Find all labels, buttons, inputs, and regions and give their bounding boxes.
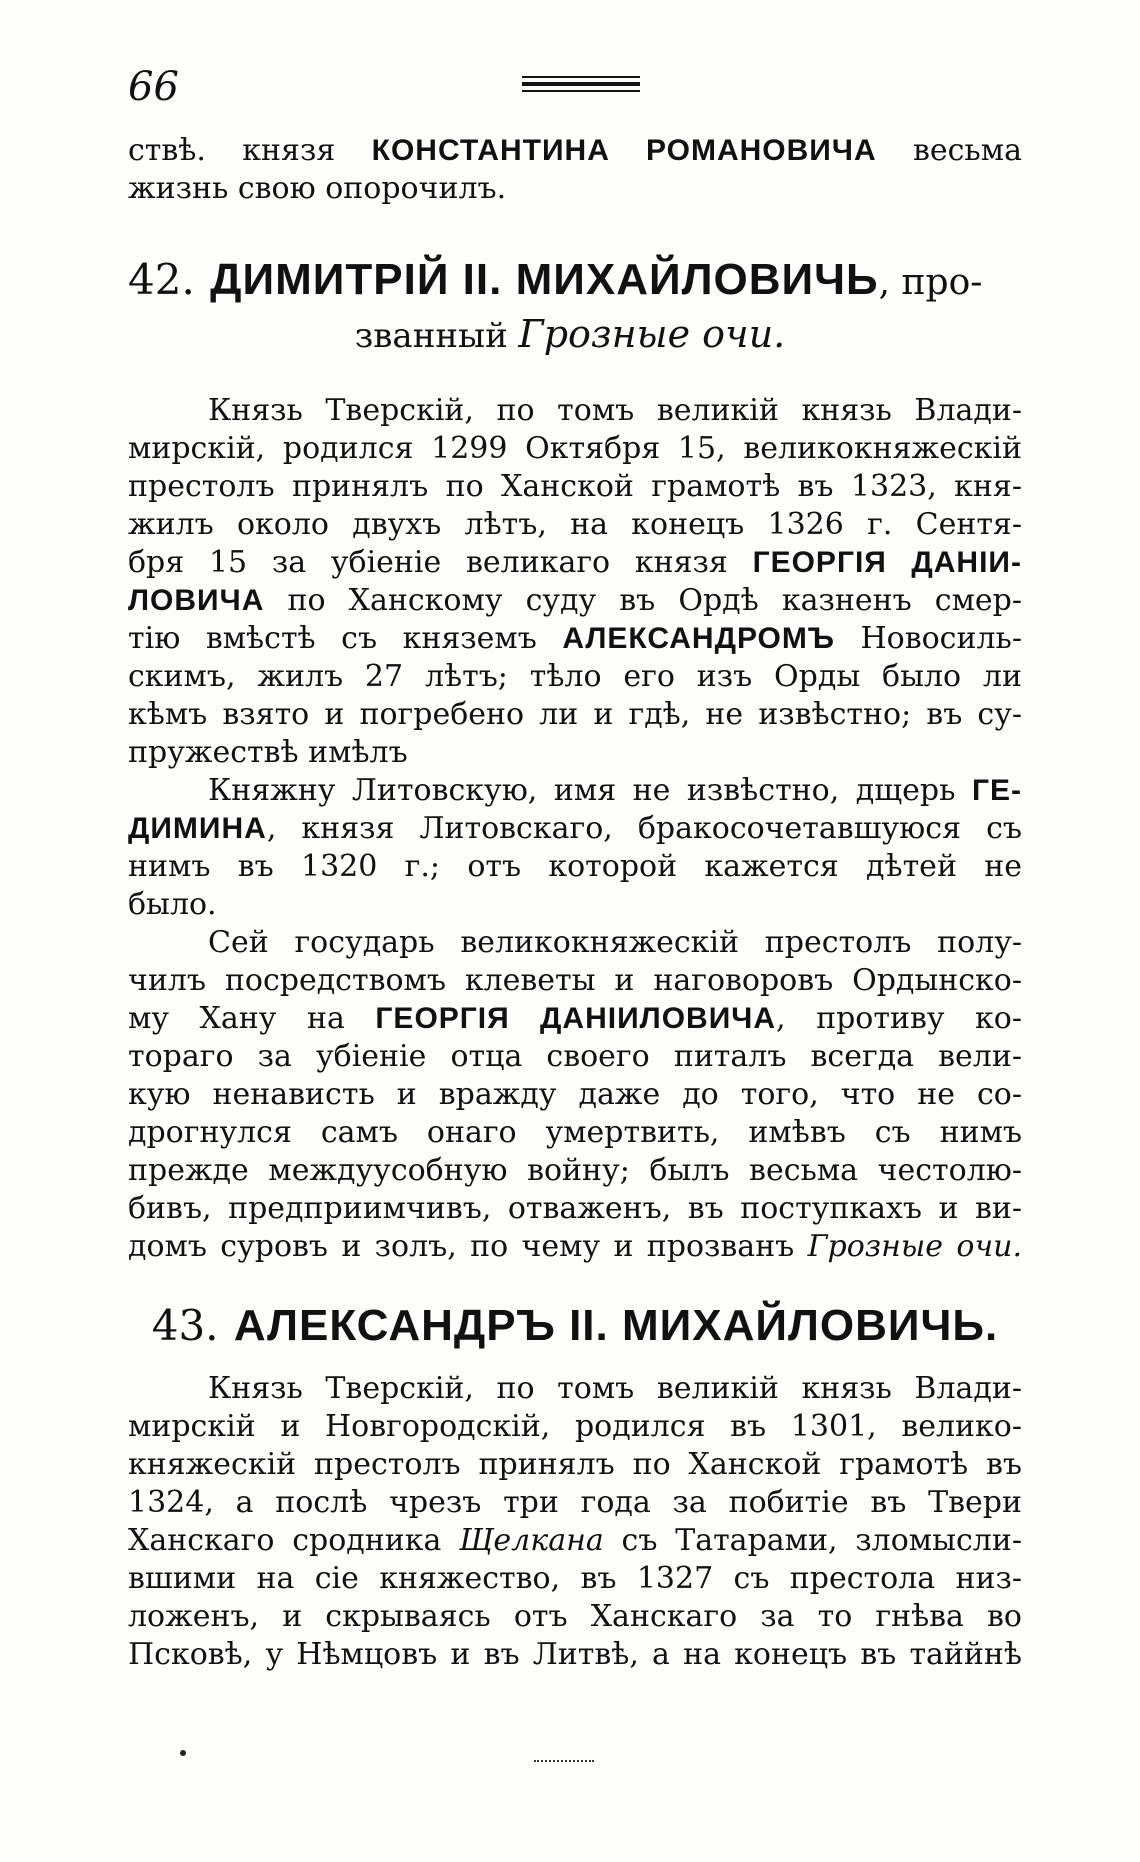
text-line: ложенъ, и скрываясь отъ Ханскаго за то гнѣва во	[128, 1599, 1022, 1634]
text-line: бивъ, предприимчивъ, отваженъ, въ поступкахъ и ви-	[128, 1191, 1022, 1226]
text-line: Князь Тверскій, по томъ великій князь Влади-	[208, 1371, 1022, 1406]
text-line: кую ненависть и вражду даже до того, что не со-	[128, 1077, 1022, 1112]
text-line: Ханскаго сродника Щелкана съ Татарами, зломысли-	[128, 1523, 1022, 1558]
text-line: ствѣ. князя КОНСТАНТИНА РОМАНОВИЧА весьма	[128, 133, 1022, 168]
paragraph	[128, 924, 1022, 1266]
paragraph	[128, 1370, 1022, 1674]
text-line: 1324, а послѣ чрезъ три года за побитіе въ Твери	[128, 1485, 1022, 1520]
text-line: прежде междуусобную войну; былъ весьма честолю-	[128, 1153, 1022, 1188]
text-line: княжескій престолъ принялъ по Ханской грамотѣ въ	[128, 1447, 1022, 1482]
text-line: му Хану на ГЕОРГІЯ ДАНІИЛОВИЧА, противу ко-	[128, 1001, 1022, 1036]
text-line: Княжну Литовскую, имя не извѣстно, дщерь ГЕ-	[208, 773, 1022, 808]
text-line: Псковѣ, у Нѣмцовъ и въ Литвѣ, а на конецъ въ таййнѣ	[128, 1637, 1022, 1672]
section-heading-42: 42. ДИМИТРІЙ II. МИХАЙЛОВИЧЬ, про-	[128, 255, 983, 304]
page-number: 66	[128, 64, 179, 110]
text-line: домъ суровъ и золъ, по чему и прозванъ Грозные очи.	[128, 1229, 1022, 1264]
text-line: ЛОВИЧА по Ханскому суду въ Ордѣ казненъ смер-	[128, 583, 1022, 618]
text-line: было.	[128, 887, 217, 922]
text-line: тораго за убіеніе отца своего питалъ всегда вели-	[128, 1039, 1022, 1074]
paragraph	[128, 772, 1022, 924]
text-line: мирскій, родился 1299 Октября 15, великокняжескій	[128, 431, 1022, 466]
text-line: мирскій и Новгородскій, родился въ 1301, велико-	[128, 1409, 1022, 1444]
text-line: Князь Тверскій, по томъ великій князь Влади-	[208, 393, 1022, 428]
page-header	[0, 62, 1140, 112]
text-line: вшими на сіе княжество, въ 1327 съ престола низ-	[128, 1561, 1022, 1596]
section-heading-43: 43. АЛЕКСАНДРЪ II. МИХАЙЛОВИЧЬ.	[151, 1301, 999, 1350]
text-line: бря 15 за убіеніе великаго князя ГЕОРГІЯ ДАНІИ-	[128, 545, 1022, 580]
text-line: пружествѣ имѣлъ	[128, 735, 408, 770]
section-subheading-42: званный Грозные очи.	[354, 312, 786, 356]
text-line: нимъ въ 1320 г.; отъ которой кажется дѣтей не	[128, 849, 1022, 884]
footer-mark-icon	[534, 1760, 594, 1765]
text-line: жилъ около двухъ лѣтъ, на конецъ 1326 г. Сентя-	[128, 507, 1022, 542]
text-line: тію вмѣстѣ съ княземъ АЛЕКСАНДРОМЪ Новосиль-	[128, 621, 1022, 656]
continuation-text	[128, 132, 1022, 208]
paragraph	[128, 392, 1022, 772]
ink-dot-icon	[180, 1750, 186, 1756]
text-line: кѣмъ взято и погребено ли и гдѣ, не извѣстно; въ су-	[128, 697, 1022, 732]
text-line: чилъ посредствомъ клеветы и наговоровъ Ордынско-	[128, 963, 1022, 998]
text-line: ДИМИНА, князя Литовскаго, бракосочетавшуюся съ	[128, 811, 1022, 846]
page-footer	[0, 1742, 1140, 1782]
header-ornament-icon	[522, 76, 640, 96]
text-line: скимъ, жилъ 27 лѣтъ; тѣло его изъ Орды было ли	[128, 659, 1022, 694]
text-line: жизнь свою опорочилъ.	[128, 171, 507, 206]
text-line: дрогнулся самъ онаго умертвить, имѣвъ съ нимъ	[128, 1115, 1022, 1150]
text-line: престолъ принялъ по Ханской грамотѣ въ 1323, кня-	[128, 469, 1022, 504]
text-line: Сей государь великокняжескій престолъ полу-	[208, 925, 1022, 960]
